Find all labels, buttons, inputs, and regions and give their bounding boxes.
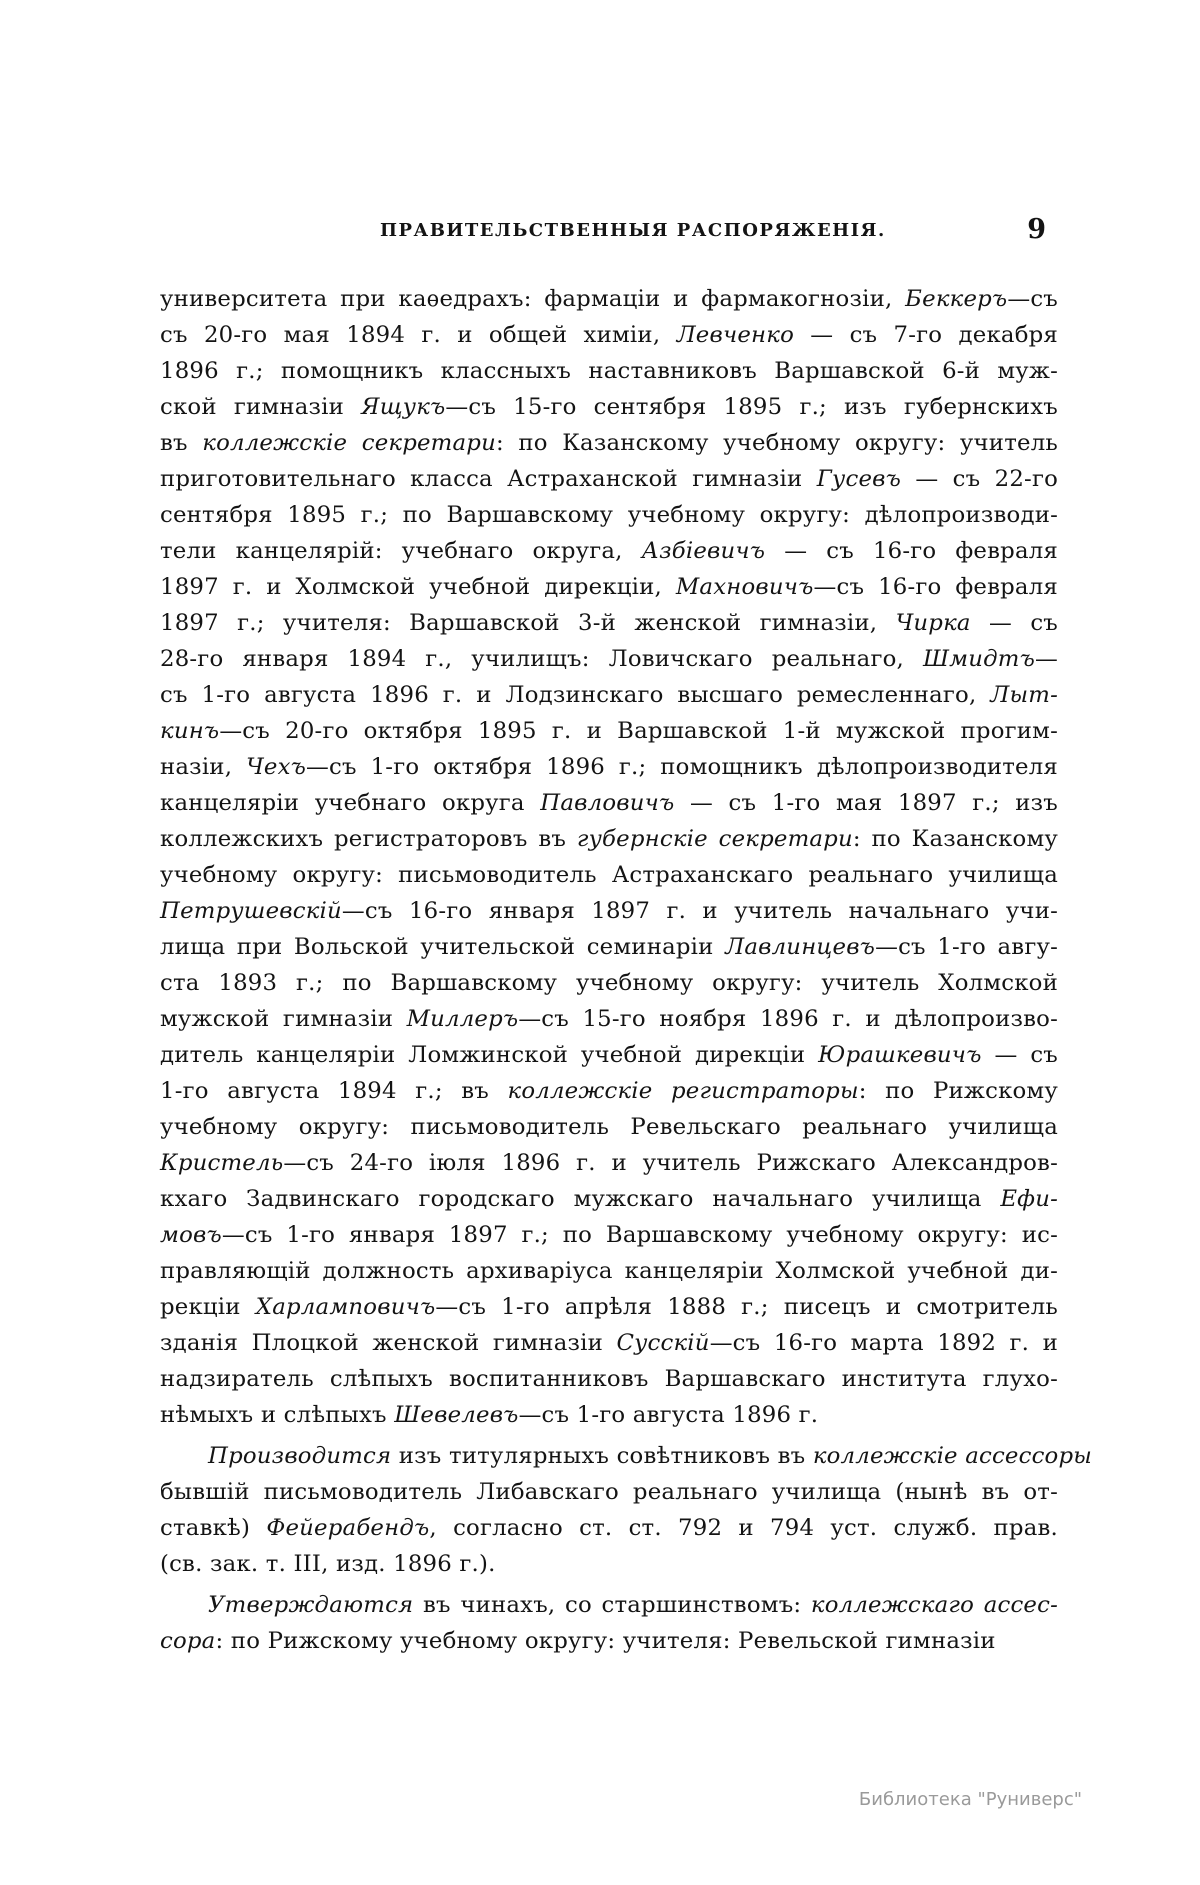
text-run: — bbox=[1035, 646, 1058, 672]
text-run: учебному округу: письмоводитель Ревельскаго реальнаго училища bbox=[160, 1114, 1058, 1140]
text-run: университета при каѳедрахъ: фармаціи и фармакогнозіи, bbox=[160, 286, 906, 312]
text-run: : по Казанскому учебному округу: учитель bbox=[495, 430, 1058, 456]
text-run: назіи, bbox=[160, 754, 247, 780]
text-run: —съ 20-го октября 1895 г. и Варшавской 1-й мужской прогим- bbox=[219, 718, 1058, 744]
text-line bbox=[160, 749, 1058, 785]
text-run: мужской гимназіи bbox=[160, 1006, 407, 1032]
italic-name: Шмидтъ bbox=[922, 646, 1035, 672]
text-run: —съ 1-го авгу- bbox=[875, 934, 1058, 960]
text-run: 1-го августа 1894 г.; въ bbox=[160, 1078, 508, 1104]
text-run: —съ 1-го апрѣля 1888 г.; писецъ и смотритель bbox=[435, 1294, 1058, 1320]
text-run: 1897 г. и Холмской учебной дирекціи, bbox=[160, 574, 676, 600]
text-run: нѣмыхъ и слѣпыхъ bbox=[160, 1402, 395, 1428]
text-run: , согласно ст. ст. 792 и 794 уст. служб. прав. bbox=[429, 1515, 1058, 1541]
text-line bbox=[160, 929, 1058, 965]
text-run: : по Казанскому bbox=[852, 826, 1058, 852]
text-line bbox=[160, 965, 1058, 1001]
text-run: : по Рижскому bbox=[858, 1078, 1058, 1104]
text-line bbox=[160, 533, 1058, 569]
text-line bbox=[160, 605, 1058, 641]
running-title: ПРАВИТЕЛЬСТВЕННЫЯ РАСПОРЯЖЕНІЯ. bbox=[380, 220, 886, 241]
text-line bbox=[160, 1073, 1058, 1109]
text-line bbox=[160, 497, 1058, 533]
text-run: ста 1893 г.; по Варшавскому учебному округу: учитель Холмской bbox=[160, 970, 1058, 996]
text-run: 1897 г.; учителя: Варшавской 3-й женской гимназіи, bbox=[160, 610, 896, 636]
italic-name: Утверждаются bbox=[208, 1592, 414, 1618]
text-line bbox=[160, 1037, 1058, 1073]
text-line bbox=[160, 389, 1058, 425]
italic-name: Беккеръ bbox=[905, 286, 1008, 312]
page-number: 9 bbox=[1027, 214, 1046, 245]
text-run: въ bbox=[160, 430, 203, 456]
text-run: —съ 1-го августа 1896 г. bbox=[518, 1402, 819, 1428]
text-line bbox=[160, 1217, 1058, 1253]
text-run: — съ 1-го мая 1897 г.; изъ bbox=[674, 790, 1059, 816]
text-line bbox=[160, 1289, 1058, 1325]
italic-name: Харламповичъ bbox=[255, 1294, 436, 1320]
italic-name: Миллеръ bbox=[406, 1006, 519, 1032]
text-run: —съ 15-го ноября 1896 г. и дѣлопроизво- bbox=[518, 1006, 1058, 1032]
italic-name: Лавлинцевъ bbox=[725, 934, 876, 960]
text-run: рекціи bbox=[160, 1294, 256, 1320]
text-line bbox=[160, 821, 1058, 857]
text-run: съ 20-го мая 1894 г. и общей химіи, bbox=[160, 322, 677, 348]
text-run: (св. зак. т. III, изд. 1896 г.). bbox=[160, 1551, 496, 1577]
text-run: коллежскихъ регистраторовъ въ bbox=[160, 826, 577, 852]
italic-name: Левченко bbox=[676, 322, 794, 348]
text-run: ской гимназіи bbox=[160, 394, 362, 420]
text-run: : по Рижскому учебному округу: учителя: Ревельской гимназіи bbox=[215, 1628, 996, 1654]
text-line bbox=[160, 1325, 1058, 1361]
italic-name: коллежскіе секретари bbox=[202, 430, 496, 456]
italic-name: сора bbox=[160, 1628, 216, 1654]
text-run: ставкѣ) bbox=[160, 1515, 267, 1541]
italic-name: мовъ bbox=[160, 1222, 222, 1248]
text-line bbox=[160, 641, 1058, 677]
text-run: — съ bbox=[981, 1042, 1058, 1068]
text-line bbox=[160, 1001, 1058, 1037]
text-line bbox=[160, 317, 1058, 353]
text-run: канцеляріи учебнаго округа bbox=[160, 790, 541, 816]
italic-name: Чирка bbox=[895, 610, 971, 636]
text-line bbox=[160, 569, 1058, 605]
text-run: —съ 16-го марта 1892 г. и bbox=[709, 1330, 1058, 1356]
text-line bbox=[160, 1253, 1058, 1289]
text-run: лища при Вольской учительской семинаріи bbox=[160, 934, 726, 960]
text-line bbox=[160, 1474, 1058, 1510]
italic-name: коллежскіе регистраторы bbox=[507, 1078, 859, 1104]
text-run: — съ 7-го декабря bbox=[794, 322, 1058, 348]
text-line bbox=[160, 785, 1058, 821]
text-line bbox=[160, 893, 1058, 929]
text-run: надзиратель слѣпыхъ воспитанниковъ Варшавскаго института глухо- bbox=[160, 1366, 1058, 1392]
text-run: —съ bbox=[1007, 286, 1058, 312]
italic-name: Петрушевскій bbox=[160, 898, 342, 924]
italic-name: кинъ bbox=[160, 718, 220, 744]
italic-name: Шевелевъ bbox=[394, 1402, 519, 1428]
text-line bbox=[160, 1145, 1058, 1181]
text-line bbox=[160, 1397, 1058, 1433]
italic-name: Юрашкевичъ bbox=[818, 1042, 982, 1068]
text-line bbox=[160, 1587, 1058, 1623]
text-run: —съ 16-го января 1897 г. и учитель начальнаго учи- bbox=[341, 898, 1058, 924]
italic-name: Азбіевичъ bbox=[641, 538, 766, 564]
italic-name: Павловичъ bbox=[540, 790, 675, 816]
text-run: —съ 16-го февраля bbox=[813, 574, 1058, 600]
text-line bbox=[160, 353, 1058, 389]
text-run: —съ 1-го октября 1896 г.; помощникъ дѣлопроизводителя bbox=[306, 754, 1058, 780]
italic-name: коллежскіе ассессоры bbox=[812, 1443, 1093, 1469]
text-run: съ 1-го августа 1896 г. и Лодзинскаго высшаго ремесленнаго, bbox=[160, 682, 991, 708]
text-run: 28-го января 1894 г., училищъ: Ловичскаго реальнаго, bbox=[160, 646, 923, 672]
text-line bbox=[160, 1181, 1058, 1217]
italic-name: Ящукъ bbox=[361, 394, 446, 420]
italic-name: Сусскій bbox=[616, 1330, 710, 1356]
text-line bbox=[160, 1438, 1093, 1474]
text-run: — съ 16-го февраля bbox=[765, 538, 1058, 564]
text-run: дитель канцеляріи Ломжинской учебной дирекціи bbox=[160, 1042, 819, 1068]
text-run: сентября 1895 г.; по Варшавскому учебному округу: дѣлопроизводи- bbox=[160, 502, 1058, 528]
text-run: въ чинахъ, со старшинствомъ: bbox=[413, 1592, 811, 1618]
text-line bbox=[160, 677, 1058, 713]
italic-name: Гусевъ bbox=[816, 466, 902, 492]
italic-name: Фейерабендъ bbox=[266, 1515, 430, 1541]
text-run: 1896 г.; помощникъ классныхъ наставниковъ Варшавской 6-й муж- bbox=[160, 358, 1058, 384]
text-run: кхаго Задвинскаго городскаго мужскаго начальнаго училища bbox=[160, 1186, 1001, 1212]
text-run: бывшій письмоводитель Либавскаго реальнаго училища (нынѣ въ от- bbox=[160, 1479, 1058, 1505]
text-line bbox=[160, 713, 1058, 749]
text-run: зданія Плоцкой женской гимназіи bbox=[160, 1330, 617, 1356]
italic-name: Ефи- bbox=[1000, 1186, 1058, 1212]
italic-name: Лыт- bbox=[990, 682, 1058, 708]
italic-name: Чехъ bbox=[246, 754, 307, 780]
text-run: изъ титулярныхъ совѣтниковъ въ bbox=[391, 1443, 813, 1469]
italic-name: губернскіе секретари bbox=[576, 826, 853, 852]
text-run: —съ 1-го января 1897 г.; по Варшавскому учебному округу: ис- bbox=[221, 1222, 1058, 1248]
text-run: — съ 22-го bbox=[901, 466, 1059, 492]
text-line bbox=[160, 1623, 1058, 1659]
body-text bbox=[160, 281, 1093, 1659]
watermark: Библиотека "Руниверс" bbox=[858, 1789, 1082, 1810]
text-run: учебному округу: письмоводитель Астраханскаго реальнаго училища bbox=[160, 862, 1058, 888]
text-line bbox=[160, 1546, 1058, 1582]
text-line bbox=[160, 1510, 1058, 1546]
italic-name: Махновичъ bbox=[675, 574, 814, 600]
text-line bbox=[160, 461, 1058, 497]
running-head bbox=[160, 214, 1046, 254]
text-run: —съ 15-го сентября 1895 г.; изъ губернскихъ bbox=[445, 394, 1059, 420]
text-line bbox=[160, 281, 1058, 317]
italic-name: Производится bbox=[208, 1443, 392, 1469]
italic-name: Кристель bbox=[160, 1150, 284, 1176]
text-run: — съ bbox=[970, 610, 1058, 636]
text-line bbox=[160, 857, 1058, 893]
italic-name: коллежскаго ассес- bbox=[810, 1592, 1058, 1618]
text-line bbox=[160, 1109, 1058, 1145]
text-line bbox=[160, 1361, 1058, 1397]
text-line bbox=[160, 425, 1058, 461]
text-run: правляющій должность архиваріуса канцеляріи Холмской учебной ди- bbox=[160, 1258, 1058, 1284]
text-run: приготовительнаго класса Астраханской гимназіи bbox=[160, 466, 817, 492]
text-run: —съ 24-го іюля 1896 г. и учитель Рижскаго Александров- bbox=[283, 1150, 1058, 1176]
text-run: тели канцелярій: учебнаго округа, bbox=[160, 538, 642, 564]
